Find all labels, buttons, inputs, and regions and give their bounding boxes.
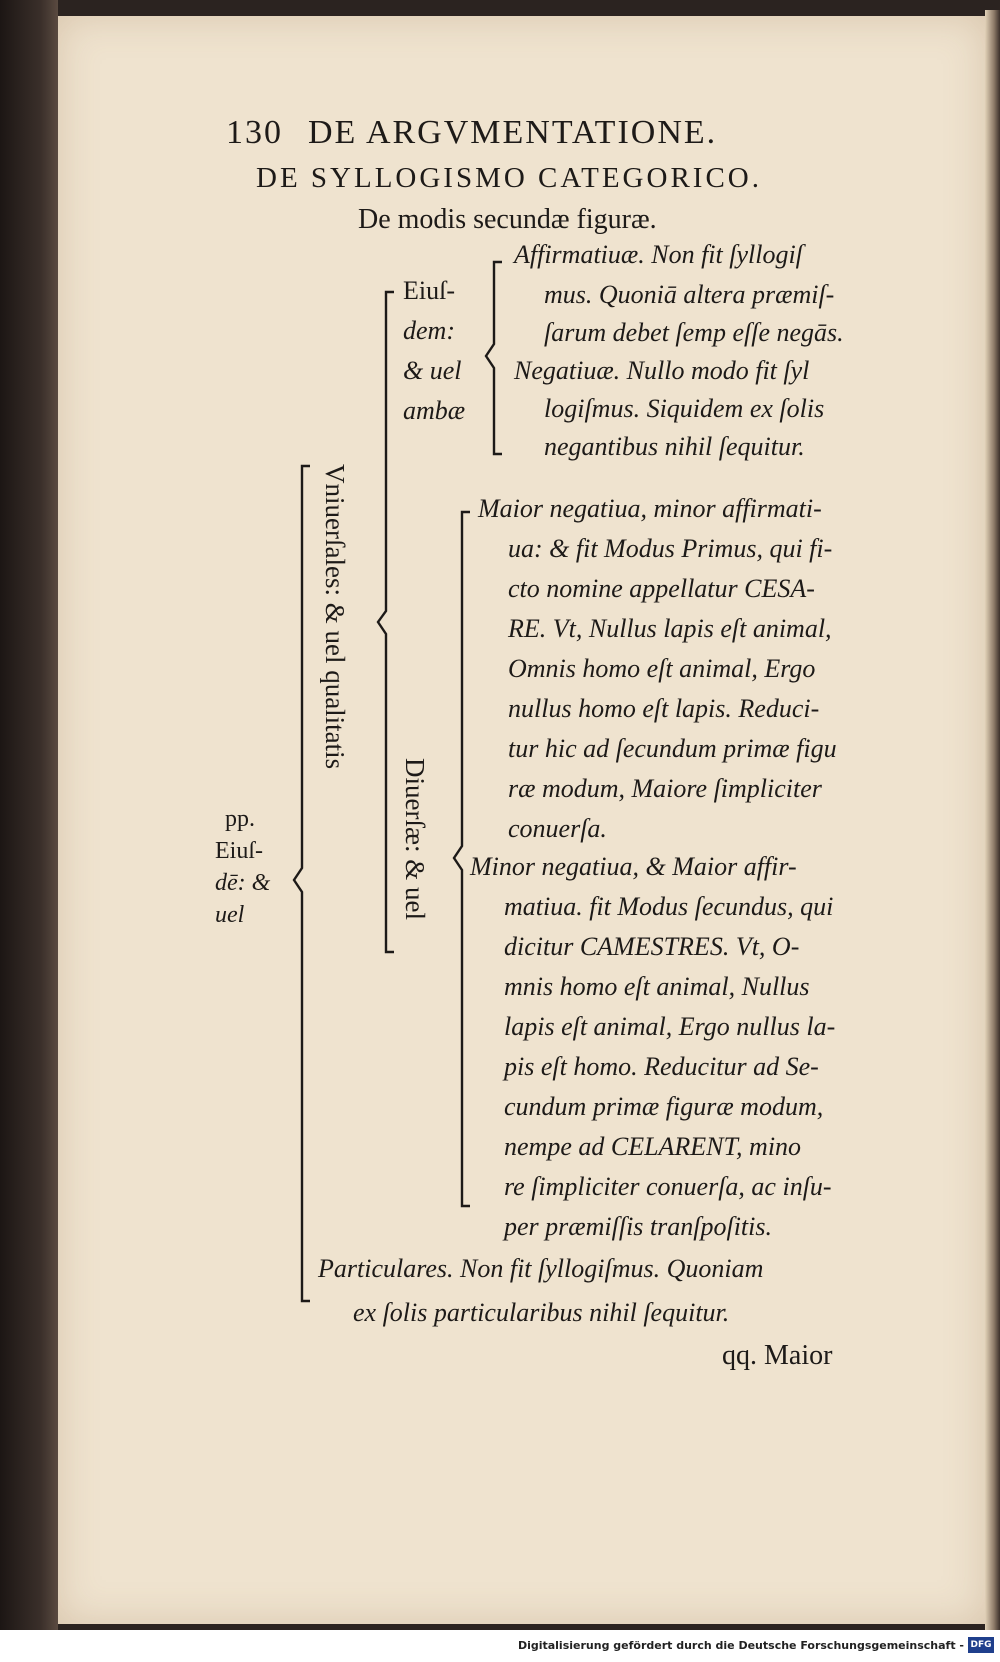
minor-negativa-line-8: nempe ad CELARENT, mino bbox=[504, 1132, 802, 1161]
major-negativa-line-7: tur hic ad ſecundum primæ figu bbox=[508, 734, 837, 763]
vertical-label-universales: Vniuerſales: & uel qualitatis bbox=[320, 464, 350, 770]
eiusdem-label-line-4: ambæ bbox=[403, 396, 466, 425]
scan-left-border bbox=[0, 0, 58, 1662]
vertical-label-diversae: Diuerſæ: & uel bbox=[400, 758, 430, 920]
minor-negativa-line-4: mnis homo eſt animal, Nullus bbox=[504, 972, 810, 1001]
negativa-line-1: Negatiuæ. Nullo modo fit ſyl bbox=[514, 356, 810, 385]
page-number: 130 bbox=[226, 114, 283, 151]
bracket-universales bbox=[378, 292, 394, 952]
digitization-footer bbox=[0, 1630, 1000, 1662]
particulares-line-2: ex ſolis particularibus nihil ſequitur. bbox=[353, 1298, 730, 1327]
major-negativa-line-8: ræ modum, Maiore ſimpliciter bbox=[508, 774, 822, 803]
margin-note-line-1: pp. bbox=[225, 806, 255, 832]
bracket-diversae bbox=[454, 512, 470, 1206]
minor-negativa-line-3: dicitur CAMESTRES. Vt, O- bbox=[504, 932, 800, 961]
subtitle: De modis secundæ figuræ. bbox=[358, 204, 657, 235]
eiusdem-label-line-1: Eiuſ- bbox=[403, 276, 455, 305]
bracket-eiusdem-inner bbox=[486, 262, 502, 454]
scan-right-edge bbox=[985, 10, 1000, 1630]
margin-note-line-4: uel bbox=[215, 902, 245, 928]
minor-negativa-line-6: pis eſt homo. Reducitur ad Se- bbox=[504, 1052, 819, 1081]
minor-negativa-line-2: matiua. fit Modus ſecundus, qui bbox=[504, 892, 834, 921]
running-head: DE ARGVMENTATIONE. bbox=[308, 114, 718, 151]
footer-credit: Digitalisierung gefördert durch die Deutsche Forschungsgemeinschaft - bbox=[517, 1639, 964, 1652]
minor-negativa-line-5: lapis eſt animal, Ergo nullus la- bbox=[504, 1012, 836, 1041]
major-negativa-line-1: Maior negatiua, minor affirmati- bbox=[478, 494, 822, 523]
eiusdem-label-line-2: dem: bbox=[403, 316, 455, 345]
minor-negativa-line-7: cundum primæ figuræ modum, bbox=[504, 1092, 824, 1121]
margin-note-line-3: dē: & bbox=[215, 870, 271, 896]
major-negativa-line-3: cto nomine appellatur CESA- bbox=[508, 574, 815, 603]
major-negativa-line-5: Omnis homo eſt animal, Ergo bbox=[508, 654, 816, 683]
section-title: DE SYLLOGISMO CATEGORICO. bbox=[256, 162, 762, 194]
negativa-line-3: negantibus nihil ſequitur. bbox=[544, 432, 805, 461]
major-negativa-line-2: ua: & fit Modus Primus, qui fi- bbox=[508, 534, 833, 563]
affirmativa-line-1: Affirmatiuæ. Non fit ſyllogiſ bbox=[514, 240, 803, 269]
particulares-line-1: Particulares. Non fit ſyllogiſmus. Quoniam bbox=[318, 1254, 764, 1283]
eiusdem-label-line-3: & uel bbox=[403, 356, 462, 385]
major-negativa-line-9: conuerſa. bbox=[508, 814, 607, 843]
negativa-line-2: logiſmus. Siquidem ex ſolis bbox=[544, 394, 825, 423]
margin-note-line-2: Eiuſ- bbox=[215, 838, 263, 864]
dfg-logo-icon: DFG bbox=[968, 1637, 994, 1653]
minor-negativa-line-1: Minor negatiua, & Maior affir- bbox=[470, 852, 797, 881]
minor-negativa-line-10: per præmiſſis tranſpoſitis. bbox=[504, 1212, 772, 1241]
bracket-master bbox=[294, 466, 310, 1301]
major-negativa-line-6: nullus homo eſt lapis. Reduci- bbox=[508, 694, 820, 723]
catchword: qq. Maior bbox=[722, 1340, 833, 1371]
affirmativa-line-3: ſarum debet ſemp eſſe negās. bbox=[544, 318, 844, 347]
minor-negativa-line-9: re ſimpliciter conuerſa, ac inſu- bbox=[504, 1172, 832, 1201]
affirmativa-line-2: mus. Quoniā altera præmiſ- bbox=[544, 280, 835, 309]
major-negativa-line-4: RE. Vt, Nullus lapis eſt animal, bbox=[508, 614, 832, 643]
book-page bbox=[58, 16, 985, 1624]
